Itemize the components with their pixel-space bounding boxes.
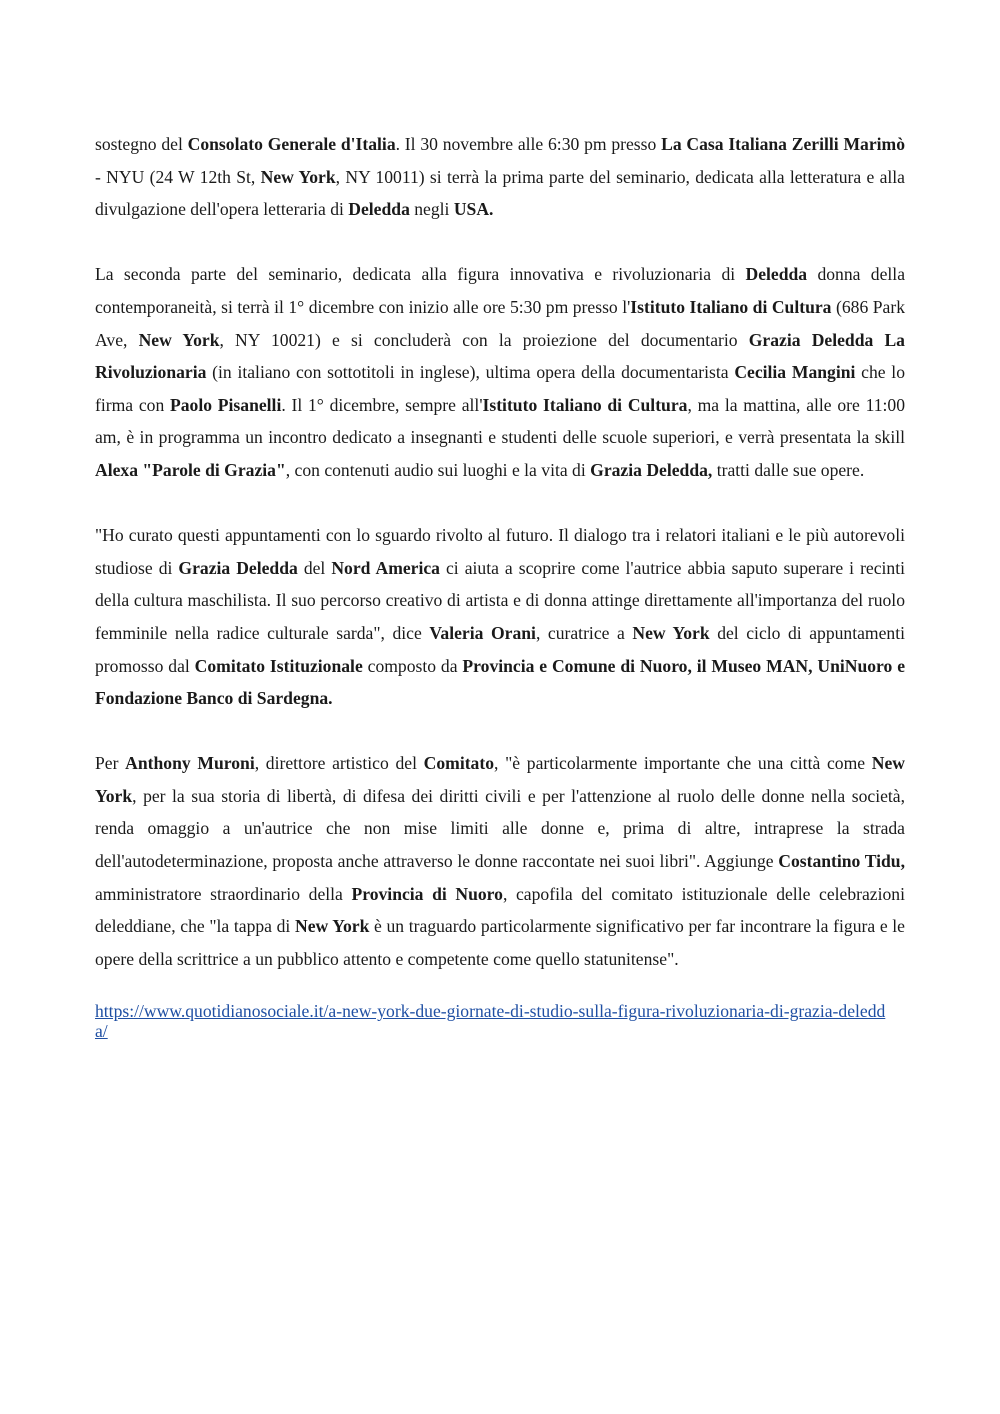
- bold-text: New York: [295, 916, 370, 937]
- paragraph-1: [95, 128, 905, 226]
- text-run: Per: [95, 753, 126, 774]
- paragraph-4: [95, 747, 905, 975]
- text-run: , curatrice a: [535, 622, 633, 643]
- text-run: , NY 10011) si terrà la prima parte del seminario, dedicata alla letteratura e alla divulgazione dell'opera letteraria di: [95, 166, 905, 220]
- text-run: del ciclo di appuntamenti promosso dal: [95, 622, 905, 676]
- bold-text: New York: [138, 329, 220, 350]
- bold-text: Grazia Deledda,: [590, 459, 713, 480]
- bold-text: Paolo Pisanelli: [170, 394, 282, 415]
- source-link[interactable]: https://www.quotidianosociale.it/a-new-york-due-giornate-di-studio-sulla-figura-rivoluzionaria-di-grazia-deledda/: [95, 1001, 886, 1042]
- bold-text: Istituto Italiano di Cultura: [482, 394, 688, 415]
- text-run: La seconda parte del seminario, dedicata alla figura innovativa e rivoluzionaria di: [95, 264, 746, 285]
- text-run: "Ho curato questi appuntamenti con lo sguardo rivolto al futuro. Il dialogo tra i relatori italiani e le più autorevoli studiose di: [95, 525, 905, 578]
- bold-text: New York: [632, 622, 710, 643]
- text-run: . Il 1° dicembre, sempre all': [281, 394, 483, 415]
- text-run: , direttore artistico del: [254, 753, 424, 774]
- text-run: (686 Park Ave,: [95, 296, 905, 350]
- bold-text: Costantino Tidu,: [778, 851, 905, 872]
- bold-text: New York: [260, 166, 336, 187]
- bold-text: Istituto Italiano di Cultura: [630, 296, 832, 317]
- text-run: - NYU (24 W 12th St,: [95, 166, 261, 187]
- text-run: composto da: [362, 655, 463, 676]
- text-run: (in italiano con sottotitoli in inglese), ultima opera della documentarista: [206, 362, 735, 383]
- bold-text: Comitato Istituzionale: [194, 655, 363, 676]
- text-run: sostegno del: [95, 134, 188, 154]
- bold-text: Nord America: [331, 557, 440, 578]
- text-run: , con contenuti audio sui luoghi e la vita di: [285, 459, 591, 480]
- text-run: amministratore straordinario della: [95, 883, 352, 904]
- text-run: , "è particolarmente importante che una città come: [494, 753, 872, 774]
- text-run: , NY 10021) e si concluderà con la proiezione del documentario: [219, 329, 749, 350]
- bold-text: Grazia Deledda La Rivoluzionaria: [95, 329, 905, 383]
- paragraph-2: [95, 258, 905, 486]
- text-run: , ma la mattina, alle ore 11:00 am, è in programma un incontro dedicato a insegnanti e studenti delle scuole superiori, e verrà presentata la skill: [95, 394, 905, 448]
- text-run: è un traguardo particolarmente significativo per far incontrare la figura e le opere della scrittrice a un pubblico attento e competente come quello statunitense".: [95, 916, 905, 969]
- bold-text: Cecilia Mangini: [734, 362, 856, 383]
- text-run: negli: [409, 199, 454, 220]
- text-run: , per la sua storia di libertà, di difesa dei diritti civili e per l'attenzione al ruolo delle donne nella società, renda omaggio a un'autrice che non mise limiti alle donne e, prima di altre, intraprese la strada dell'autodeterminazione, proposta anche attraverso le donne raccontate nei suoi libri". Aggiunge: [95, 785, 905, 872]
- text-run: donna della contemporaneità, si terrà il 1° dicembre con inizio alle ore 5:30 pm presso l': [95, 264, 905, 317]
- bold-text: USA.: [453, 199, 494, 220]
- bold-text: New York: [95, 753, 905, 806]
- bold-text: Valeria Orani: [429, 622, 536, 643]
- bold-text: La Casa Italiana Zerilli Marimò: [661, 134, 905, 154]
- bold-text: Deledda: [745, 264, 808, 285]
- text-run: . Il 30 novembre alle 6:30 pm presso: [395, 134, 662, 154]
- bold-text: Provincia di Nuoro: [351, 883, 503, 904]
- document-page: [95, 128, 905, 1041]
- paragraph-3: [95, 519, 905, 715]
- text-run: tratti dalle sue opere.: [712, 459, 865, 480]
- bold-text: Alexa "Parole di Grazia": [95, 459, 286, 480]
- bold-text: Anthony Muroni: [125, 753, 255, 774]
- text-run: che lo firma con: [95, 362, 905, 415]
- text-run: ci aiuta a scoprire come l'autrice abbia saputo superare i recinti della cultura maschilista. Il suo percorso creativo di artista e di donna attinge direttamente all'importanza del ruolo femminile nella radice culturale sarda", dice: [95, 557, 906, 643]
- text-run: del: [297, 557, 332, 578]
- bold-text: Comitato: [423, 753, 495, 774]
- text-run: , capofila del comitato istituzionale delle celebrazioni deleddiane, che "la tappa di: [95, 883, 905, 937]
- bold-text: Deledda: [348, 199, 410, 220]
- bold-text: Grazia Deledda: [178, 557, 298, 578]
- bold-text: Consolato Generale d'Italia: [187, 134, 396, 154]
- bold-text: Provincia e Comune di Nuoro, il Museo MAN, UniNuoro e Fondazione Banco di Sardegna.: [95, 655, 906, 709]
